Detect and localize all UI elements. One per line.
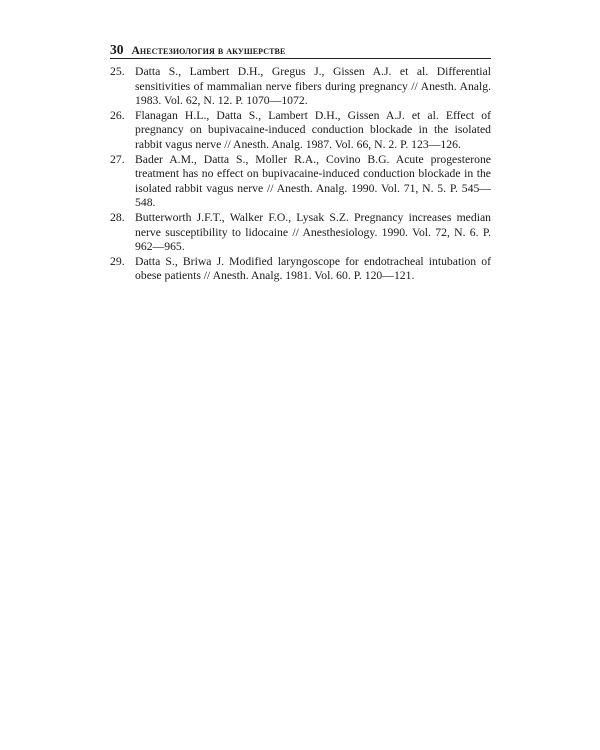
section-title: Анестезиология в акушерстве — [131, 45, 286, 57]
header-rule — [110, 58, 491, 59]
page-number: 30 — [110, 42, 124, 57]
reference-text: Flanagan H.L., Datta S., Lambert D.H., Gissen A.J. et al. Effect of pregnancy on bupivacaine-induced conduction blockade in the isolated rabbit vagus nerve // Anesth. Analg. 1987. Vol. 66, N. 2. P. 123—126. — [135, 108, 491, 151]
reference-number: 29. — [110, 254, 125, 268]
reference-item — [110, 255, 491, 284]
reference-number: 26. — [110, 108, 125, 122]
reference-number: 27. — [110, 152, 125, 166]
reference-item — [110, 109, 491, 153]
running-head — [110, 42, 490, 58]
reference-item — [110, 65, 491, 109]
reference-number: 25. — [110, 65, 125, 78]
reference-text: Bader A.M., Datta S., Moller R.A., Covino B.G. Acute progesterone treatment has no effect on bupivacaine-induced conduction blockade in the isolated rabbit vagus nerve // Anesth. Analg. 1990. Vol. 71, N. 5. P. 545—548. — [135, 152, 491, 210]
reference-number: 28. — [110, 210, 125, 224]
reference-item — [110, 211, 491, 255]
reference-item — [110, 153, 491, 211]
reference-text: Butterworth J.F.T., Walker F.O., Lysak S.Z. Pregnancy increases median nerve susceptibility to lidocaine // Anesthesiology. 1990. Vol. 72, N. 6. P. 962—965. — [135, 210, 491, 254]
reference-text: Datta S., Briwa J. Modified laryngoscope for endotracheal intubation of obese patients // Anesth. Analg. 1981. Vol. 60. P. 120—121. — [135, 254, 491, 283]
reference-list — [110, 65, 491, 284]
reference-text: Datta S., Lambert D.H., Gregus J., Gissen A.J. et al. Differential sensitivities of mammalian nerve fibers during pregnancy // Anesth. Analg. 1983. Vol. 62, N. 12. P. 1070—1072. — [135, 65, 491, 108]
